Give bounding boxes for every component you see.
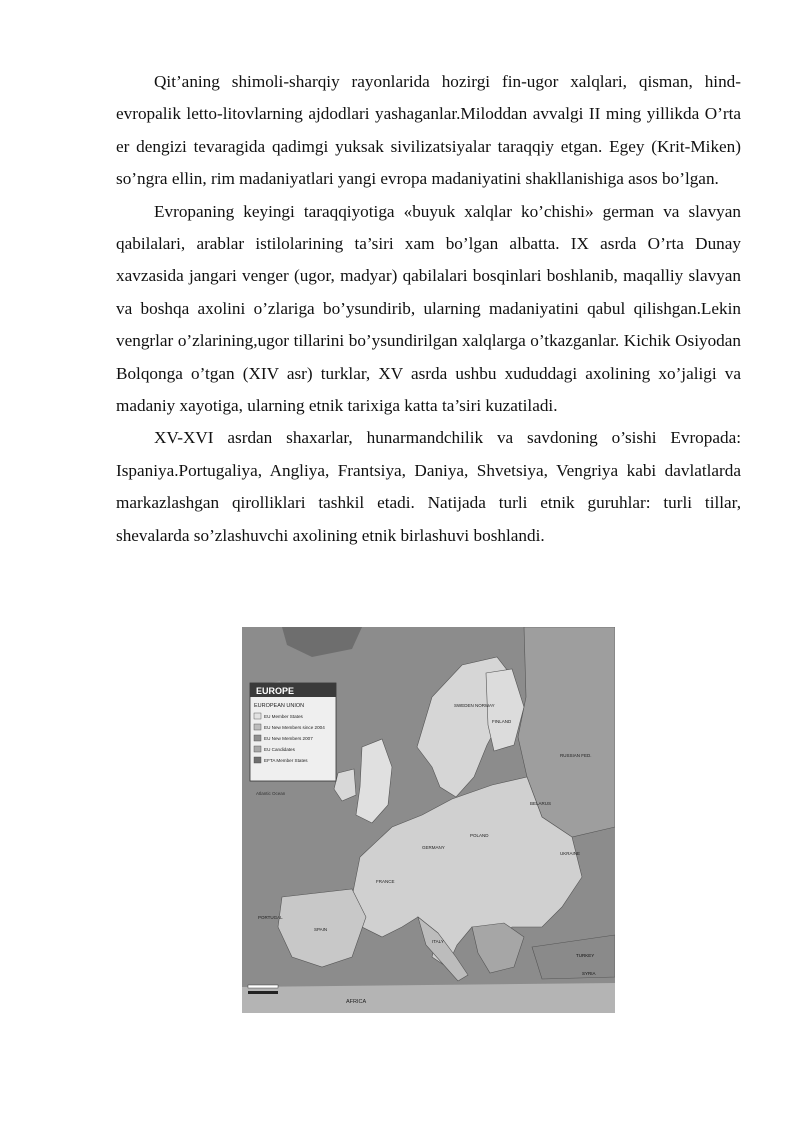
map-scale-bar-2: [248, 991, 278, 994]
label-ukraine: UKRAINE: [560, 851, 581, 856]
legend-label-2: EU New Members since 2004: [264, 725, 325, 730]
label-france: FRANCE: [376, 879, 395, 884]
label-ocean: Atlantic Ocean: [256, 791, 286, 796]
label-finland: FINLAND: [492, 719, 512, 724]
legend-label-1: EU Member States: [264, 714, 303, 719]
label-germany: GERMANY: [422, 845, 445, 850]
map-title: EUROPE: [256, 686, 295, 696]
label-sweden: SWEDEN NORWAY: [454, 703, 495, 708]
body-text: [116, 66, 741, 552]
label-belarus: BELARUS: [530, 801, 552, 806]
map-scale-bar: [248, 985, 278, 988]
legend-label-5: EFTA Member States: [264, 758, 308, 763]
label-portugal: PORTUGAL: [258, 915, 283, 920]
legend-swatch-4: [254, 746, 261, 752]
label-africa: AFRICA: [346, 999, 367, 1005]
landmass-africa: [242, 983, 615, 1013]
paragraph-3: XV-XVI asrdan shaxarlar, hunarmandchilik va savdoning o’sishi Evropada: Ispaniya.Portugaliya, Angliya, Frantsiya, Daniya, Shvetsiya, Vengriya kabi davlatlarda markazlashgan qirolliklari tashkil etadi. Natijada turli etnik guruhlar: turli tillar, shevalarda so’zlashuvchi axolining etnik birlashuvi boshlandi.: [116, 428, 741, 545]
label-italy: ITALY: [432, 939, 444, 944]
paragraph-1: Qit’aning shimoli-sharqiy rayonlarida hozirgi fin-ugor xalqlari, qisman, hind-evropalik letto-litovlarning ajdodlari yashaganlar.Miloddan avvalgi II ming yillikda O’rta er dengizi tevaragida qadimgi yuksak sivilizatsiyalar taraqqiy etgan. Egey (Krit-Miken) so’ngra ellin, rim madaniyatlari yangi evropa madaniyatini shakllanishiga asos bo’lgan.: [116, 72, 741, 189]
legend-label-3: EU New Members 2007: [264, 736, 313, 741]
legend-swatch-3: [254, 735, 261, 741]
legend-swatch-5: [254, 757, 261, 763]
europe-map: [242, 627, 615, 1013]
label-turkey: TURKEY: [576, 953, 595, 958]
paragraph-2: Evropaning keyingi taraqqiyotiga «buyuk xalqlar ko’chishi» german va slavyan qabilalari, arablar istilolarining ta’siri xam bo’lgan albatta. IX asrda O’rta Dunay xavzasida jangari venger (ugor, madyar) qabilalari bosqinlari boshlanib, maqalliy slavyan va boshqa axolini o’zlariga bo’ysundirib, ularning madaniyatini qabul qilishgan.Lekin vengrlar o’zlarining,ugor tillarini bo’ysundirilgan xalqlarga o’tkazganlar. Kichik Osiyodan Bolqonga o’tgan (XIV asr) turklar, XV asrda ushbu xududdagi axolining xo’jaligi va madaniy xayotiga, ularning etnik tarixiga katta ta’siri kuzatiladi.: [116, 201, 741, 416]
europe-map-figure: [242, 627, 615, 1013]
label-syria: SYRIA: [582, 971, 596, 976]
legend-heading: EUROPEAN UNION: [254, 703, 305, 709]
legend-swatch-2: [254, 724, 261, 730]
map-legend: [250, 683, 336, 781]
legend-swatch-1: [254, 713, 261, 719]
label-russia: RUSSIAN FED.: [560, 753, 592, 758]
label-spain: SPAIN: [314, 927, 328, 932]
label-poland: POLAND: [470, 833, 489, 838]
legend-label-4: EU Candidates: [264, 747, 295, 752]
